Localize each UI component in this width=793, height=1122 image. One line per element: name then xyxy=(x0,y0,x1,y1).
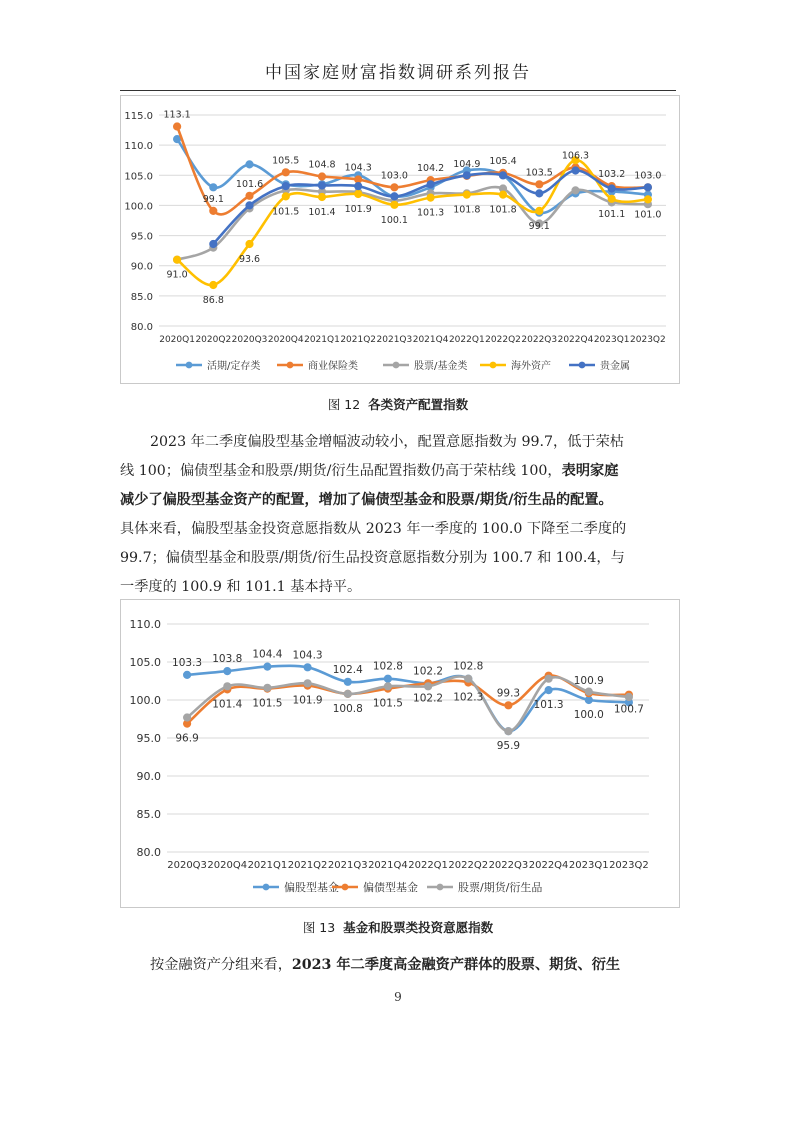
paragraph-line xyxy=(120,515,676,544)
data-label: 101.8 xyxy=(489,204,517,216)
bold-text: 减少了偏股型基金资产的配置，增加了偏债型基金和股票/期货/衍生品的配置。 xyxy=(120,492,613,508)
data-point xyxy=(585,688,592,695)
data-point xyxy=(246,192,253,199)
data-point xyxy=(282,193,289,200)
data-point xyxy=(318,182,325,189)
data-label: 103.2 xyxy=(598,169,626,181)
data-point xyxy=(536,207,543,214)
data-point xyxy=(608,195,615,202)
data-point xyxy=(463,191,470,198)
x-tick-label: 2021Q2 xyxy=(287,860,328,871)
data-label: 105.5 xyxy=(272,155,300,167)
y-tick-label: 115.0 xyxy=(124,111,153,122)
data-label: 99.1 xyxy=(528,220,550,232)
data-point xyxy=(545,687,552,694)
figure-12-title: 各类资产配置指数 xyxy=(368,397,469,412)
data-label: 101.9 xyxy=(292,694,323,707)
data-label: 103.3 xyxy=(172,656,203,669)
page-number: 9 xyxy=(394,990,402,1004)
x-tick-label: 2022Q1 xyxy=(448,335,485,345)
x-tick-label: 2021Q1 xyxy=(247,860,288,871)
data-label: 104.4 xyxy=(252,648,283,661)
legend-marker xyxy=(263,884,270,891)
x-tick-label: 2020Q3 xyxy=(231,335,268,345)
data-point xyxy=(304,664,311,671)
data-label: 100.9 xyxy=(573,675,604,688)
data-label: 101.5 xyxy=(272,206,300,218)
legend-marker xyxy=(579,362,586,369)
x-tick-label: 2020Q4 xyxy=(207,860,248,871)
x-tick-label: 2020Q2 xyxy=(195,335,232,345)
data-point xyxy=(184,671,191,678)
x-tick-label: 2023Q1 xyxy=(568,860,609,871)
data-label: 102.8 xyxy=(453,660,484,673)
data-label: 99.1 xyxy=(202,193,224,205)
x-tick-label: 2023Q1 xyxy=(593,335,630,345)
data-point xyxy=(572,187,579,194)
data-label: 100.1 xyxy=(380,214,408,226)
y-tick-label: 110.0 xyxy=(129,618,161,631)
data-label: 93.6 xyxy=(238,254,261,266)
data-point xyxy=(246,240,253,247)
bold-text: 表明家庭 xyxy=(561,463,619,479)
data-label: 101.1 xyxy=(598,208,626,220)
x-tick-label: 2022Q2 xyxy=(485,335,521,345)
text-run: 一季度的 100.9 和 101.1 基本持平。 xyxy=(120,579,362,595)
legend-label: 活期/定存类 xyxy=(207,361,261,372)
x-tick-label: 2021Q3 xyxy=(376,335,413,345)
asset-allocation-chart xyxy=(120,95,680,384)
data-label: 100.0 xyxy=(573,709,604,721)
data-point xyxy=(384,675,391,682)
data-label: 102.8 xyxy=(372,660,403,673)
text-run: 线 100；偏债型基金和股票/期货/衍生品配置指数仍高于荣枯线 100， xyxy=(120,463,562,479)
figure-13-title: 基金和股票类投资意愿指数 xyxy=(343,920,494,935)
data-label: 103.5 xyxy=(525,167,553,179)
figure-12-number: 图 12 xyxy=(327,397,361,412)
data-point xyxy=(625,693,632,700)
x-tick-label: 2023Q2 xyxy=(630,335,666,345)
data-point xyxy=(210,281,217,288)
data-point xyxy=(391,184,398,191)
x-tick-label: 2022Q2 xyxy=(448,860,489,871)
data-label: 95.9 xyxy=(496,740,521,753)
data-point xyxy=(355,190,362,197)
data-label: 96.9 xyxy=(175,732,199,745)
paragraph-line xyxy=(120,544,676,573)
x-tick-label: 2021Q4 xyxy=(412,335,449,345)
x-tick-label: 2022Q3 xyxy=(521,335,558,345)
data-point xyxy=(174,123,181,130)
y-tick-label: 90.0 xyxy=(136,770,161,783)
data-point xyxy=(264,663,271,670)
data-point xyxy=(644,196,651,203)
data-point xyxy=(224,683,231,690)
y-tick-label: 95.0 xyxy=(136,732,161,745)
data-label: 102.2 xyxy=(413,665,444,678)
data-point xyxy=(318,173,325,180)
header-divider xyxy=(120,90,676,91)
data-label: 101.3 xyxy=(417,207,445,219)
data-label: 101.5 xyxy=(372,697,403,710)
data-label: 101.4 xyxy=(308,206,336,218)
figure-13-caption xyxy=(120,918,676,936)
data-label: 104.3 xyxy=(344,162,372,174)
data-label: 105.4 xyxy=(489,155,517,167)
data-point xyxy=(536,181,543,188)
data-point xyxy=(505,728,512,735)
x-tick-label: 2021Q3 xyxy=(327,860,368,871)
data-point xyxy=(210,207,217,214)
x-tick-label: 2022Q4 xyxy=(557,335,594,345)
data-point xyxy=(344,678,351,685)
data-label: 113.1 xyxy=(163,109,191,121)
data-label: 103.0 xyxy=(380,170,408,182)
data-label: 102.2 xyxy=(413,692,444,705)
data-point xyxy=(463,172,470,179)
legend-label: 偏股型基金 xyxy=(284,881,339,894)
data-point xyxy=(174,256,181,263)
data-label: 101.3 xyxy=(533,699,564,712)
data-point xyxy=(282,183,289,190)
data-label: 99.3 xyxy=(496,687,521,700)
legend-marker xyxy=(393,362,400,369)
y-tick-label: 85.0 xyxy=(136,808,161,821)
data-point xyxy=(499,191,506,198)
data-label: 101.9 xyxy=(344,203,372,215)
data-label: 104.8 xyxy=(308,159,336,171)
body-paragraph-2 xyxy=(120,951,676,980)
data-label: 103.8 xyxy=(212,653,243,666)
data-point xyxy=(608,185,615,192)
data-point xyxy=(318,193,325,200)
data-point xyxy=(505,702,512,709)
data-point xyxy=(427,181,434,188)
paragraph-line xyxy=(120,951,676,980)
paragraph-line xyxy=(120,457,676,486)
figure-12-caption xyxy=(120,395,676,413)
data-label: 86.8 xyxy=(202,295,224,307)
y-tick-label: 85.0 xyxy=(130,291,153,303)
legend-label: 股票/期货/衍生品 xyxy=(458,881,543,894)
data-label: 100.7 xyxy=(613,703,644,716)
data-point xyxy=(264,684,271,691)
data-label: 102.4 xyxy=(332,663,363,676)
y-tick-label: 100.0 xyxy=(124,201,153,213)
data-label: 103.0 xyxy=(634,170,662,182)
data-label: 101.4 xyxy=(212,698,243,711)
paragraph-line xyxy=(120,428,676,457)
data-point xyxy=(391,201,398,208)
legend-label: 股票/基金类 xyxy=(414,361,468,372)
fund-stock-willingness-chart xyxy=(120,599,680,908)
data-label: 101.6 xyxy=(235,178,264,190)
data-point xyxy=(304,680,311,687)
data-label: 91.0 xyxy=(166,269,188,281)
data-point xyxy=(282,169,289,176)
data-point xyxy=(210,184,217,191)
text-run: 2023 年二季度偏股型基金增幅波动较小，配置意愿指数为 99.7，低于荣枯 xyxy=(150,434,624,450)
asset-allocation-chart-svg xyxy=(121,96,679,383)
data-point xyxy=(224,668,231,675)
x-tick-label: 2020Q1 xyxy=(159,335,195,345)
x-tick-label: 2022Q4 xyxy=(528,860,569,871)
data-point xyxy=(465,675,472,682)
data-label: 104.3 xyxy=(292,649,323,662)
data-point xyxy=(536,190,543,197)
paragraph-line xyxy=(120,486,676,515)
legend-label: 贵金属 xyxy=(600,361,630,372)
legend-marker xyxy=(437,884,444,891)
data-point xyxy=(585,696,592,703)
data-point xyxy=(210,240,217,247)
data-point xyxy=(344,690,351,697)
x-tick-label: 2022Q1 xyxy=(408,860,448,871)
legend-label: 海外资产 xyxy=(511,361,551,372)
legend-marker xyxy=(186,362,193,369)
y-tick-label: 80.0 xyxy=(136,846,161,859)
data-point xyxy=(545,675,552,682)
data-label: 101.0 xyxy=(634,209,662,221)
data-label: 106.3 xyxy=(561,150,590,162)
x-tick-label: 2020Q4 xyxy=(267,335,304,345)
legend-marker xyxy=(287,362,294,369)
figure-13-number: 图 13 xyxy=(302,920,336,935)
paragraph-line xyxy=(120,573,676,602)
data-point xyxy=(644,184,651,191)
text-run: 具体来看，偏股型基金投资意愿指数从 2023 年一季度的 100.0 下降至二季度的 xyxy=(120,521,627,537)
legend-label: 偏债型基金 xyxy=(363,881,418,894)
data-point xyxy=(572,167,579,174)
y-tick-label: 100.0 xyxy=(129,694,161,707)
data-point xyxy=(499,172,506,179)
data-label: 104.9 xyxy=(453,158,481,170)
data-label: 101.5 xyxy=(252,697,283,710)
fund-stock-willingness-chart-svg xyxy=(121,600,679,907)
y-tick-label: 105.0 xyxy=(129,656,161,669)
legend-marker xyxy=(342,884,349,891)
y-tick-label: 80.0 xyxy=(130,322,153,333)
body-paragraph-1 xyxy=(120,428,676,602)
legend-label: 商业保险类 xyxy=(308,361,358,372)
data-point xyxy=(384,683,391,690)
bold-text: 2023 年二季度高金融资产群体的股票、期货、衍生 xyxy=(291,957,621,973)
y-tick-label: 90.0 xyxy=(130,261,153,273)
x-tick-label: 2021Q4 xyxy=(368,860,408,871)
data-point xyxy=(425,683,432,690)
x-tick-label: 2023Q2 xyxy=(609,860,649,871)
data-point xyxy=(246,161,253,168)
text-run: 按金融资产分组来看， xyxy=(150,957,292,973)
data-label: 104.2 xyxy=(417,163,445,175)
text-run: 99.7；偏债型基金和股票/期货/衍生品投资意愿指数分别为 100.7 和 100.4，与 xyxy=(120,550,625,566)
x-tick-label: 2020Q3 xyxy=(167,860,207,871)
y-tick-label: 95.0 xyxy=(130,231,153,243)
data-label: 102.3 xyxy=(453,691,484,704)
data-point xyxy=(184,714,191,721)
data-point xyxy=(246,202,253,209)
data-label: 101.8 xyxy=(453,204,481,216)
page-header-title: 中国家庭财富指数调研系列报告 xyxy=(265,63,531,83)
legend-marker xyxy=(490,362,497,369)
x-tick-label: 2022Q3 xyxy=(488,860,529,871)
x-tick-label: 2021Q1 xyxy=(304,335,340,345)
data-point xyxy=(391,193,398,200)
y-tick-label: 105.0 xyxy=(124,171,153,183)
data-label: 100.8 xyxy=(332,702,363,715)
y-tick-label: 110.0 xyxy=(124,141,153,153)
data-point xyxy=(427,194,434,201)
data-point xyxy=(355,183,362,190)
x-tick-label: 2021Q2 xyxy=(340,335,377,345)
